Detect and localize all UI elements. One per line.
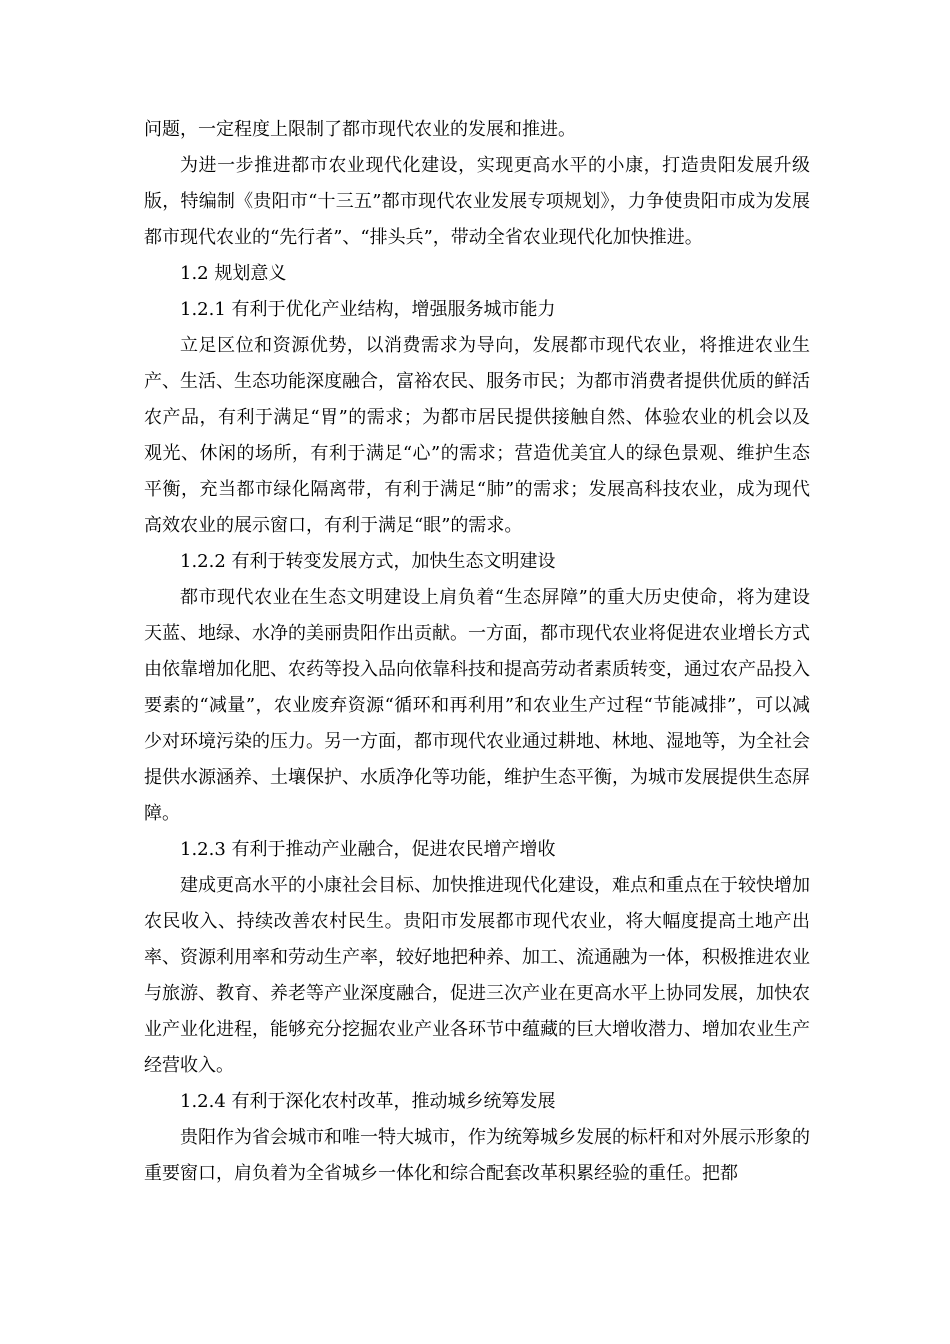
paragraph-plan-purpose: 为进一步推进都市农业现代化建设，实现更高水平的小康，打造贵阳发展升级版，特编制《贵阳市“十三五”都市现代农业发展专项规划》，力争使贵阳市成为发展都市现代农业的“先行者”、“排头兵”，带动全省农业现代化加快推进。 [144, 155, 810, 248]
document-page [144, 112, 810, 1192]
paragraph-1-2-4: 贵阳作为省会城市和唯一特大城市，作为统筹城乡发展的标杆和对外展示形象的重要窗口，肩负着为全省城乡一体化和综合配套改革积累经验的重任。把都 [144, 1127, 810, 1184]
subsection-heading-1-2-3: 1.2.3 有利于推动产业融合，促进农民增产增收 [180, 839, 556, 860]
paragraph-continuation: 问题，一定程度上限制了都市现代农业的发展和推进。 [144, 119, 576, 140]
paragraph-1-2-3: 建成更高水平的小康社会目标、加快推进现代化建设，难点和重点在于较快增加农民收入、持续改善农村民生。贵阳市发展都市现代农业，将大幅度提高土地产出率、资源利用率和劳动生产率，较好地把种养、加工、流通融为一体，积极推进农业与旅游、教育、养老等产业深度融合，促进三次产业在更高水平上协同发展，加快农业产业化进程，能够充分挖掘农业产业各环节中蕴藏的巨大增收潜力、增加农业生产经营收入。 [144, 875, 810, 1076]
subsection-heading-1-2-4: 1.2.4 有利于深化农村改革，推动城乡统筹发展 [180, 1091, 556, 1112]
paragraph-1-2-2: 都市现代农业在生态文明建设上肩负着“生态屏障”的重大历史使命，将为建设天蓝、地绿、水净的美丽贵阳作出贡献。一方面，都市现代农业将促进农业增长方式由依靠增加化肥、农药等投入品向依靠科技和提高劳动者素质转变，通过农产品投入要素的“减量”，农业废弃资源“循环和再利用”和农业生产过程“节能减排”，可以减少对环境污染的压力。另一方面，都市现代农业通过耕地、林地、湿地等，为全社会提供水源涵养、土壤保护、水质净化等功能，维护生态平衡，为城市发展提供生态屏障。 [144, 587, 810, 824]
subsection-heading-1-2-2: 1.2.2 有利于转变发展方式，加快生态文明建设 [180, 551, 556, 572]
subsection-heading-1-2-1: 1.2.1 有利于优化产业结构，增强服务城市能力 [180, 299, 556, 320]
section-heading-1-2: 1.2 规划意义 [180, 263, 287, 284]
paragraph-1-2-1: 立足区位和资源优势，以消费需求为导向，发展都市现代农业，将推进农业生产、生活、生态功能深度融合，富裕农民、服务市民；为都市消费者提供优质的鲜活农产品，有利于满足“胃”的需求；为都市居民提供接触自然、体验农业的机会以及观光、休闲的场所，有利于满足“心”的需求；营造优美宜人的绿色景观、维护生态平衡，充当都市绿化隔离带，有利于满足“肺”的需求；发展高科技农业，成为现代高效农业的展示窗口，有利于满足“眼”的需求。 [144, 335, 810, 536]
